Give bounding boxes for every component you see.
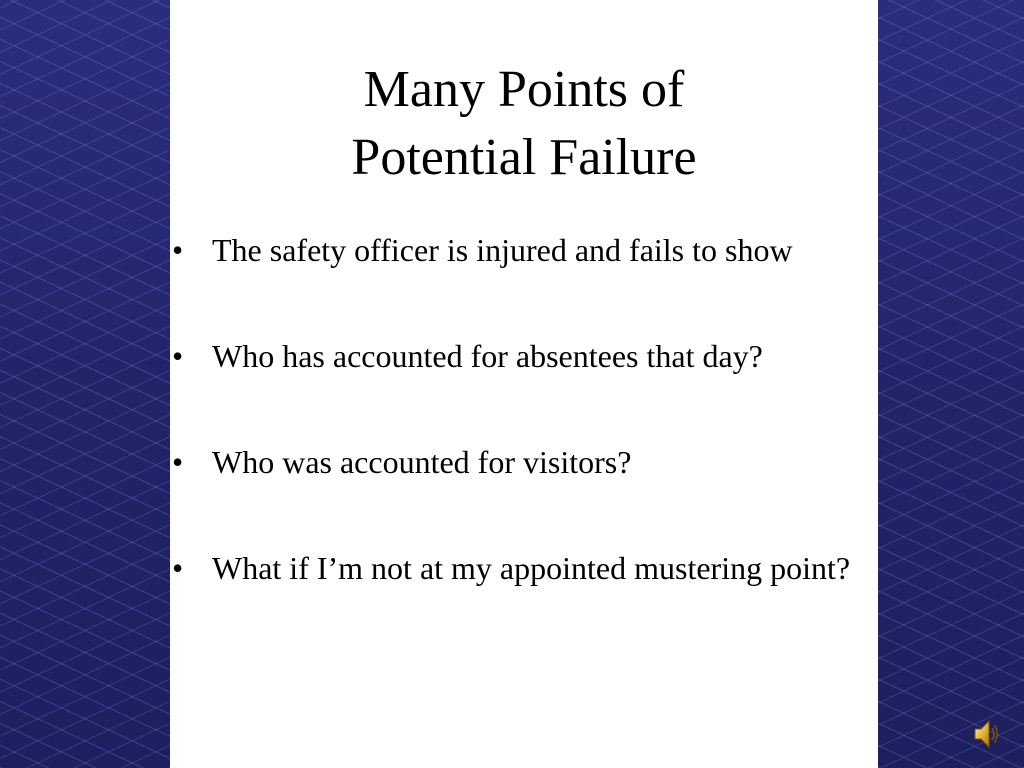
bullet-text: What if I’m not at my appointed mustering point? xyxy=(212,550,851,586)
bullet-list xyxy=(170,228,860,590)
bullet-item xyxy=(170,440,860,484)
title-line-1: Many Points of xyxy=(363,61,685,118)
bullet-marker: • xyxy=(172,338,184,374)
bullet-text: Who has accounted for absentees that day? xyxy=(212,338,763,374)
bullet-marker: • xyxy=(172,444,184,480)
slide-content xyxy=(170,0,878,768)
bullet-item xyxy=(170,228,860,272)
title-line-2: Potential Failure xyxy=(351,129,697,186)
left-side-panel xyxy=(0,0,170,768)
slide-title xyxy=(170,56,878,192)
bullet-text: Who was accounted for visitors? xyxy=(212,444,632,480)
bullet-text: The safety officer is injured and fails to show xyxy=(212,232,793,268)
bullet-marker: • xyxy=(172,550,184,586)
bullet-item xyxy=(170,334,860,378)
speaker-icon[interactable] xyxy=(972,716,1000,752)
bullet-marker: • xyxy=(172,232,184,268)
bullet-item xyxy=(170,546,860,590)
right-side-panel xyxy=(878,0,1024,768)
